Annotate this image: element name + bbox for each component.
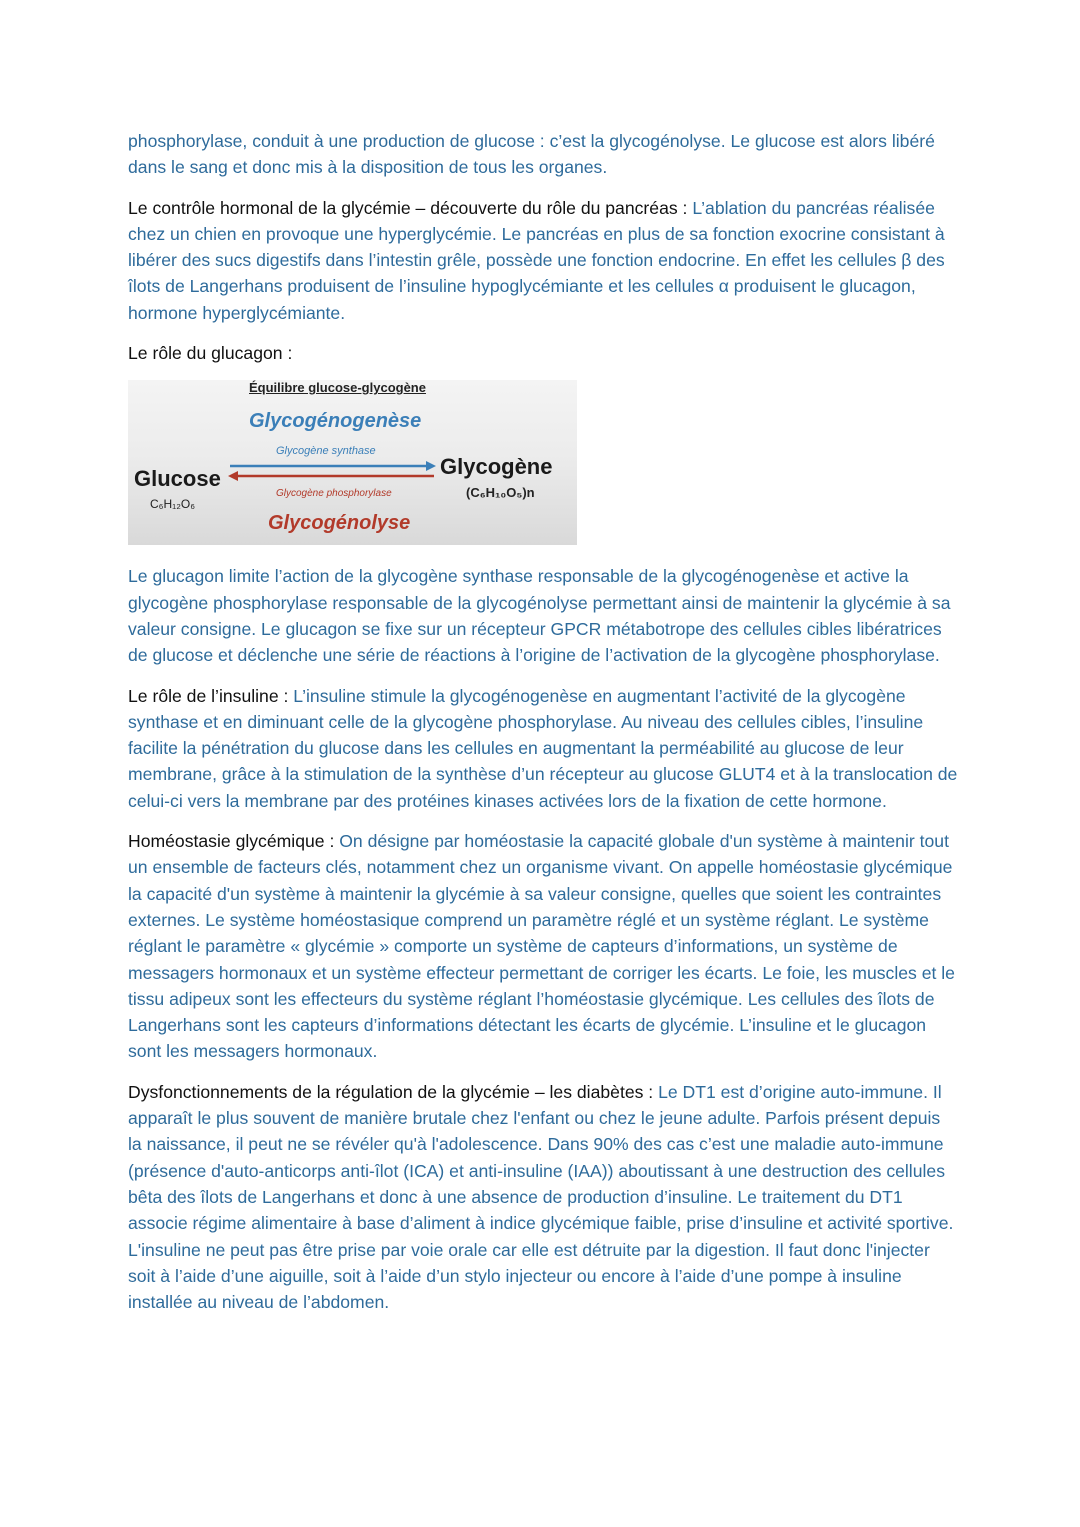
figure-glycogene-label: Glycogène <box>440 454 553 480</box>
glucose-glycogen-equilibrium-figure <box>128 380 577 545</box>
heading-homeostasis: Homéostasie glycémique : <box>128 831 340 852</box>
text-pancreas: L’ablation du pancréas réalisée chez un chien en provoque une hyperglycémie. Le pancréas en plus de sa fonction exocrine consistant à libérer des sucs digestifs dans l’intestin grêle, possède une fonction endocrine. En effet les cellules β des îlots de Langerhans produisent de l’insuline hypoglycémiante et les cellules α produisent le glucagon, hormone hyperglycémiante. <box>128 197 945 323</box>
forward-arrowhead-icon <box>426 461 436 471</box>
reverse-arrowhead-icon <box>228 471 238 481</box>
paragraph-pancreas <box>128 195 958 326</box>
heading-pancreas: Le contrôle hormonal de la glycémie – découverte du rôle du pancréas : <box>128 197 693 218</box>
heading-insulin: Le rôle de l’insuline : <box>128 685 294 706</box>
paragraph-insulin <box>128 683 958 814</box>
figure-glycogene-phosphorylase: Glycogène phosphorylase <box>276 488 392 500</box>
text-homeostasis: On désigne par homéostasie la capacité globale d'un système à maintenir tout un ensemble de facteurs clés, notamment chez un organisme vivant. On appelle homéostasie glycémique la capacité d'un système à maintenir la glycémie à sa valeur consigne, quelles que soient les contraintes externes. Le système homéostasique comprend un paramètre réglé et un système réglant. Le système réglant le paramètre « glycémie » comporte un système de capteurs d’informations, un système de messagers hormonaux et un système effecteur permettant de corriger les écarts. Le foie, les muscles et le tissu adipeux sont les effecteurs du système réglant l’homéostasie glycémique. Les cellules des îlots de Langerhans sont les capteurs d’informations détectant les écarts de glycémie. L’insuline et le glucagon sont les messagers hormonaux. <box>128 831 955 1062</box>
figure-title: Équilibre glucose-glycogène <box>249 380 426 396</box>
paragraph-glycogenolyse-end: phosphorylase, conduit à une production de glucose : c’est la glycogénolyse. Le glucose est alors libéré dans le sang et donc mis à la disposition de tous les organes. <box>128 131 935 178</box>
text-diabetes: Le DT1 est d’origine auto-immune. Il apparaît le plus souvent de manière brutale chez l'enfant ou chez le jeune adulte. Parfois présent depuis la naissance, il peut ne se révéler qu'à l'adolescence. Dans 90% des cas c’est une maladie auto-immune (présence d'auto-anticorps anti-îlot (ICA) et anti-insuline (IAA)) aboutissant à une destruction des cellules bêta des îlots de Langerhans et donc à une absence de production d’insuline. Le traitement du DT1 associe régime alimentaire à base d’aliment à indice glycémique faible, prise d’insuline et activité sportive. L'insuline ne peut pas être prise par voie orale car elle est détruite par la digestion. Il faut donc l'injecter soit à l’aide d’une aiguille, soit à l’aide d’un stylo injecteur ou encore à l’aide d’une pompe à insuline installée au niveau de l’abdomen. <box>128 1081 954 1313</box>
figure-glycogene-synthase: Glycogène synthase <box>276 445 376 458</box>
paragraph-diabetes <box>128 1079 958 1316</box>
figure-glycogenogenese: Glycogénogenèse <box>249 410 422 433</box>
heading-diabetes: Dysfonctionnements de la régulation de la glycémie – les diabètes : <box>128 1081 659 1102</box>
document-page <box>128 128 958 1329</box>
figure-glucose-label: Glucose <box>134 466 221 492</box>
heading-glucagon: Le rôle du glucagon : <box>128 343 293 364</box>
figure-glycogenolyse: Glycogénolyse <box>268 512 411 535</box>
text-insulin: L’insuline stimule la glycogénogenèse en augmentant l’activité de la glycogène synthase et en diminuant celle de la glycogène phosphorylase. Au niveau des cellules cibles, l’insuline facilite la pénétration du glucose dans les cellules en augmentant la perméabilité au glucose de leur membrane, grâce à la stimulation de la synthèse d’un récepteur au glucose GLUT4 et à la translocation de celui-ci vers la membrane par des protéines kinases activées lors de la fixation de cette hormone. <box>128 685 958 811</box>
figure-glycogene-formula: (C₆H₁₀O₅)n <box>466 485 535 501</box>
figure-glucose-formula: C₆H₁₂O₆ <box>150 497 196 512</box>
paragraph-homeostasis <box>128 828 958 1065</box>
paragraph-glucagon-role: Le glucagon limite l’action de la glycogène synthase responsable de la glycogénogenèse et active la glycogène phosphorylase responsable de la glycogénolyse permettant ainsi de maintenir la glycémie à sa valeur consigne. Le glucagon se fixe sur un récepteur GPCR métabotrope des cellules cibles libératrices de glucose et déclenche une série de réactions à l’origine de l’activation de la glycogène phosphorylase. <box>128 566 951 666</box>
reaction-arrows <box>226 456 438 496</box>
